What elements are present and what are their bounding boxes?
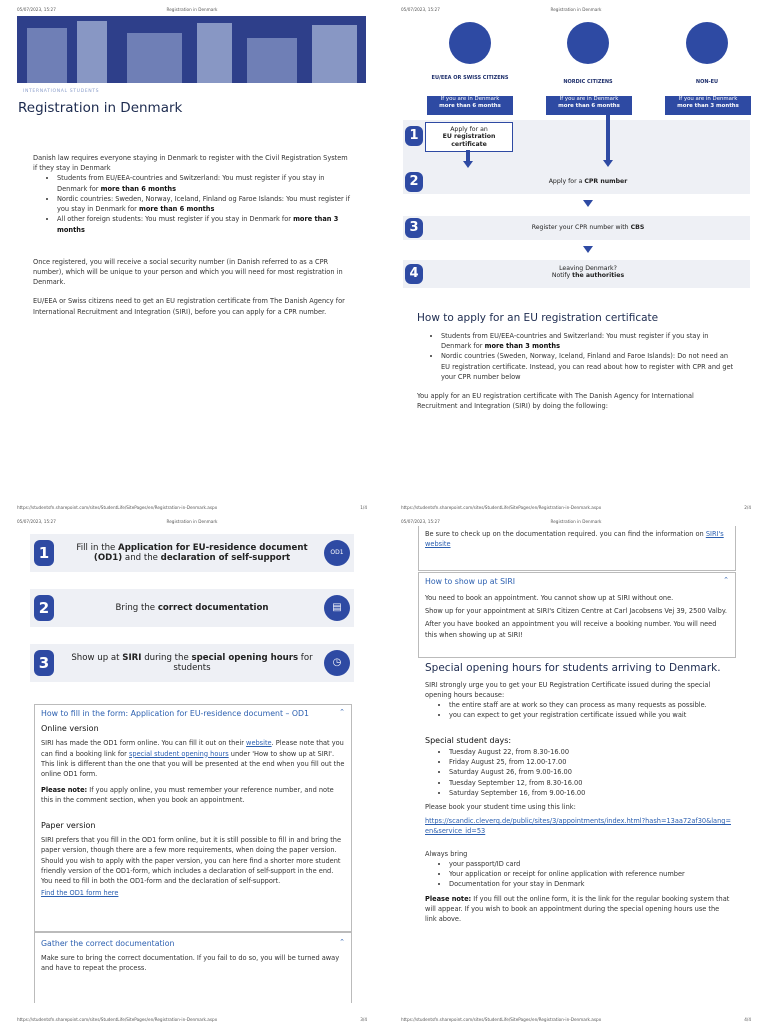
always-bring-label: Always bring bbox=[425, 849, 468, 858]
duration-value: more than 6 months bbox=[439, 102, 501, 109]
website-link[interactable]: website bbox=[246, 739, 272, 748]
list-item: • Nordic countries (Sweden, Norway, Iceland, Finland and Faroe Islands): Do not need an EU registration certificate. Instead, you can read about how to register with CPR and get your CPR number below bbox=[441, 351, 735, 382]
show-up-accordion bbox=[418, 572, 736, 658]
duration-value: more than 6 months bbox=[558, 102, 620, 109]
step-bold: declaration of self-support bbox=[160, 553, 291, 563]
siri-step bbox=[30, 589, 354, 627]
list-bold: more than 3 months bbox=[484, 342, 561, 351]
text: Be sure to check up on the documentation required. you can find the information on bbox=[425, 530, 706, 538]
step-pre: Fill in the bbox=[76, 542, 119, 553]
print-timestamp: 05/07/2023, 15:27 bbox=[401, 519, 440, 524]
booking-note bbox=[425, 894, 731, 925]
step-pre: Apply for a bbox=[548, 178, 585, 185]
list-item: • Saturday August 26, from 9.00-16.00 bbox=[449, 767, 731, 777]
list-item: • your passport/ID card bbox=[449, 859, 731, 869]
note-text: If you fill out the online form, it is the link for the regular booking system that will appear. If you wish to book an appointment during the special opening hours use the link above. bbox=[425, 894, 730, 923]
step-pre: Notify bbox=[551, 272, 573, 280]
special-hours-section bbox=[425, 662, 731, 924]
page-number: 3/4 bbox=[360, 1017, 367, 1022]
duration-value: more than 3 months bbox=[677, 102, 739, 109]
print-timestamp: 05/07/2023, 15:27 bbox=[17, 7, 56, 12]
arrow-down-icon bbox=[603, 160, 613, 167]
accordion-header[interactable]: How to fill in the form: Application for EU-residence document – OD1 bbox=[41, 709, 309, 718]
step-number: 1 bbox=[34, 540, 54, 566]
step-number: 4 bbox=[405, 264, 423, 284]
siri-step bbox=[30, 534, 354, 572]
step-number: 1 bbox=[405, 126, 423, 146]
paper-paragraph: SIRI prefers that you fill in the OD1 form online, but it is still possible to fill in and bring the paper version, though there are a few more requirements, when doing the paper version. Should you wish to apply with the paper version, you can here find a shorter more student friendly version of the OD1-form, which includes a declaration of self-support in the end. You need to fill in both the OD1-form and the declaration of self-support. bbox=[41, 836, 342, 885]
text: under 'How to show up at SIRI'. This link is different than the one that you will be presented at the end when you fill out the online OD1 form. bbox=[41, 749, 345, 779]
step-bold: EU registration certificate bbox=[442, 133, 496, 148]
duration-box bbox=[427, 96, 513, 115]
step-bold: the authorities bbox=[572, 272, 625, 280]
print-url: https://studentsfn.sharepoint.com/sites/StudentLife/SitePages/en/Registration-in-Denmark.aspx bbox=[401, 1017, 602, 1022]
intro-text: Danish law requires everyone staying in Denmark to register with the Civil Registration System if they stay in Denmark bbox=[33, 154, 348, 173]
reasons-list bbox=[425, 700, 731, 720]
step-label bbox=[463, 265, 713, 280]
special-hours-heading: Special opening hours for students arriving to Denmark. bbox=[425, 662, 721, 674]
rule-text: All other foreign students: You must register if you stay in Denmark for bbox=[57, 215, 294, 224]
document-icon: OD1 bbox=[324, 540, 350, 566]
page-1 bbox=[0, 0, 384, 512]
paragraph: After you have booked an appointment you will receive a booking number. You will need this when showing up at SIRI! bbox=[425, 620, 717, 639]
step-number: 3 bbox=[34, 650, 54, 676]
section-heading: How to apply for an EU registration certificate bbox=[417, 312, 659, 324]
rule-duration: more than 3 months bbox=[57, 215, 339, 234]
list-text: Students from EU/EEA-countries and Switzerland: You must register if you stay in Denmark for bbox=[441, 332, 709, 351]
rule-duration: more than 6 months bbox=[138, 205, 215, 214]
accordion-body: Make sure to bring the correct documentation. If you fail to do so, you will be turned away and have to repeat the process. bbox=[41, 954, 340, 973]
bring-list bbox=[425, 859, 731, 890]
papers-icon: ▤ bbox=[324, 595, 350, 621]
opening-hours-link[interactable]: special student opening hours bbox=[128, 749, 229, 758]
list-item bbox=[57, 214, 351, 234]
step-pre: Bring the bbox=[115, 602, 158, 613]
page-4 bbox=[384, 512, 768, 1024]
step-number: 2 bbox=[405, 172, 423, 192]
paragraph: You need to book an appointment. You cannot show up at SIRI without one. bbox=[425, 594, 674, 602]
online-heading: Online version bbox=[41, 724, 99, 733]
person-icon bbox=[686, 22, 728, 64]
page-2 bbox=[384, 0, 768, 512]
print-timestamp: 05/07/2023, 15:27 bbox=[17, 519, 56, 524]
intro-section bbox=[33, 153, 351, 317]
list-item: • Friday August 25, from 12.00-17.00 bbox=[449, 757, 731, 767]
rule-duration: more than 6 months bbox=[100, 184, 177, 193]
step-label bbox=[463, 224, 713, 231]
step-pre: Show up at bbox=[71, 652, 123, 663]
online-paragraph bbox=[41, 738, 345, 779]
paragraph: Show up for your appointment at SIRI's Citizen Centre at Carl Jacobsens Vej 39, 2500 Valby. bbox=[425, 607, 727, 616]
step-bold: Application for EU-residence document (OD1) bbox=[93, 542, 308, 563]
column-label: NON-EU bbox=[695, 79, 719, 85]
arrow-down-icon bbox=[583, 246, 593, 253]
step-number: 3 bbox=[405, 218, 423, 238]
list-item: • you can expect to get your registration certificate issued while you wait bbox=[449, 710, 731, 720]
column-label: NORDIC CITIZENS bbox=[563, 79, 613, 85]
clock-icon: ◷ bbox=[324, 650, 350, 676]
step-bold: CPR number bbox=[584, 178, 628, 185]
booking-link[interactable]: https://scandic.cleverq.de/public/sites/3/appointments/index.html?hash=13aa72af30&lang=en&service_id=53 bbox=[425, 817, 731, 836]
chevron-up-icon[interactable]: ⌃ bbox=[339, 708, 345, 716]
documentation-accordion-cont bbox=[418, 526, 736, 571]
print-title: Registration in Denmark bbox=[550, 519, 602, 524]
step-pre: Apply for an bbox=[450, 126, 488, 133]
rule-text: Nordic countries: Sweden, Norway, Iceland, Finland og Faroe Islands: You must register if you stay in Denmark for bbox=[57, 194, 350, 214]
person-icon bbox=[567, 22, 609, 64]
step-number: 2 bbox=[34, 595, 54, 621]
list-item bbox=[441, 331, 735, 351]
od1-accordion bbox=[34, 704, 352, 932]
arrow-shaft bbox=[606, 115, 610, 161]
column-label: EU/EEA OR SWISS CITIZENS bbox=[431, 75, 509, 81]
page-title: Registration in Denmark bbox=[18, 100, 183, 116]
section-kicker: INTERNATIONAL STUDENTS bbox=[23, 89, 100, 94]
print-title: Registration in Denmark bbox=[166, 7, 218, 12]
chevron-up-icon[interactable]: ⌃ bbox=[339, 938, 345, 946]
paper-heading: Paper version bbox=[41, 820, 96, 830]
arrow-down-icon bbox=[463, 161, 473, 168]
list-item: • the entire staff are at work so they can process as many requests as possible. bbox=[449, 700, 731, 710]
list-item: • Documentation for your stay in Denmark bbox=[449, 879, 731, 889]
duration-box bbox=[546, 96, 632, 115]
paragraph: Please book your student time using this link: bbox=[425, 803, 576, 811]
page-number: 1/4 bbox=[360, 505, 367, 510]
accordion-body bbox=[425, 529, 729, 549]
step-label bbox=[463, 178, 713, 185]
accordion-header[interactable]: Gather the correct documentation bbox=[41, 939, 175, 948]
list-item: • Tuesday August 22, from 8.30-16.00 bbox=[449, 747, 731, 757]
note-label: Please note: bbox=[425, 894, 472, 903]
accordion-body bbox=[425, 593, 729, 640]
page-number: 4/4 bbox=[744, 1017, 751, 1022]
eu-cert-section bbox=[417, 331, 735, 412]
student-days-list bbox=[425, 747, 731, 798]
print-timestamp: 05/07/2023, 15:27 bbox=[401, 7, 440, 12]
step-label bbox=[426, 126, 512, 148]
eu-cert-list bbox=[417, 331, 735, 382]
hero-image bbox=[17, 16, 366, 83]
note-label: Please note: bbox=[41, 786, 88, 795]
step-mid: during the bbox=[141, 652, 192, 663]
page-number: 2/4 bbox=[744, 505, 751, 510]
text: SIRI has made the OD1 form online. You can fill it out on their bbox=[41, 739, 247, 748]
accordion-body bbox=[41, 723, 345, 898]
list-item: • Saturday September 16, from 9.00-16.00 bbox=[449, 788, 731, 798]
paragraph: SIRI strongly urge you to get your EU Registration Certificate issued during the special opening hours because: bbox=[425, 680, 711, 699]
online-note bbox=[41, 785, 345, 805]
step-bold: special opening hours bbox=[191, 652, 299, 663]
step-mid: and the bbox=[122, 553, 161, 563]
step-label bbox=[70, 644, 314, 682]
arrow-down-icon bbox=[583, 200, 593, 207]
apply-paragraph: You apply for an EU registration certificate with The Danish Agency for International Recruitment and Integration (SIRI) by doing the following: bbox=[417, 392, 694, 411]
list-item bbox=[57, 194, 351, 214]
text: . Please note that you can find a booking link for bbox=[41, 739, 344, 758]
step-label bbox=[70, 589, 314, 627]
duration-line: If you are in Denmark bbox=[440, 96, 500, 102]
person-icon bbox=[449, 22, 491, 64]
note-text: If you apply online, you must remember your reference number, and note this in the comment section, when you book an appointment. bbox=[41, 786, 334, 805]
registration-rules-list bbox=[33, 173, 351, 234]
list-item bbox=[57, 173, 351, 193]
od1-form-link[interactable]: Find the OD1 form here bbox=[41, 889, 119, 898]
chevron-up-icon[interactable]: ⌃ bbox=[723, 576, 729, 584]
duration-box bbox=[665, 96, 751, 115]
rule-text: Students from EU/EEA-countries and Switzerland: You must register if you stay in Denmark for bbox=[57, 174, 325, 193]
step-pre: Leaving Denmark? bbox=[559, 265, 617, 272]
student-days-heading: Special student days: bbox=[425, 735, 512, 745]
cpr-paragraph: Once registered, you will receive a social security number (in Danish referred to as a CPR number), which will be unique to your person and which you will need for most registration in Denmark. bbox=[33, 257, 343, 287]
accordion-header[interactable]: How to show up at SIRI bbox=[425, 577, 516, 586]
print-url: https://studentsfn.sharepoint.com/sites/StudentLife/SitePages/en/Registration-in-Denmark.aspx bbox=[17, 505, 218, 510]
documentation-accordion bbox=[34, 932, 352, 1003]
step-post: for students bbox=[173, 652, 313, 673]
step-bold: SIRI bbox=[122, 652, 142, 663]
step-box bbox=[425, 122, 513, 152]
registration-flow-diagram bbox=[403, 20, 750, 292]
print-url: https://studentsfn.sharepoint.com/sites/StudentLife/SitePages/en/Registration-in-Denmark.aspx bbox=[401, 505, 602, 510]
page-3 bbox=[0, 512, 384, 1024]
step-bold: correct documentation bbox=[157, 602, 269, 613]
print-title: Registration in Denmark bbox=[166, 519, 218, 524]
step-pre: Register your CPR number with bbox=[531, 224, 631, 231]
duration-line: If you are in Denmark bbox=[559, 96, 619, 102]
step-label bbox=[70, 534, 314, 572]
duration-line: If you are in Denmark bbox=[678, 96, 738, 102]
list-item: • Your application or receipt for online application with reference number bbox=[449, 869, 731, 879]
siri-step bbox=[30, 644, 354, 682]
print-url: https://studentsfn.sharepoint.com/sites/StudentLife/SitePages/en/Registration-in-Denmark.aspx bbox=[17, 1017, 218, 1022]
list-item: • Tuesday September 12, from 8.30-16.00 bbox=[449, 778, 731, 788]
step-bold: CBS bbox=[630, 224, 645, 231]
eu-paragraph: EU/EEA or Swiss citizens need to get an EU registration certificate from The Danish Agency for International Recruitment and Integration (SIRI), before you can apply for a CPR number. bbox=[33, 297, 345, 316]
print-title: Registration in Denmark bbox=[550, 7, 602, 12]
siri-website-link[interactable]: SIRI's website bbox=[425, 530, 724, 549]
